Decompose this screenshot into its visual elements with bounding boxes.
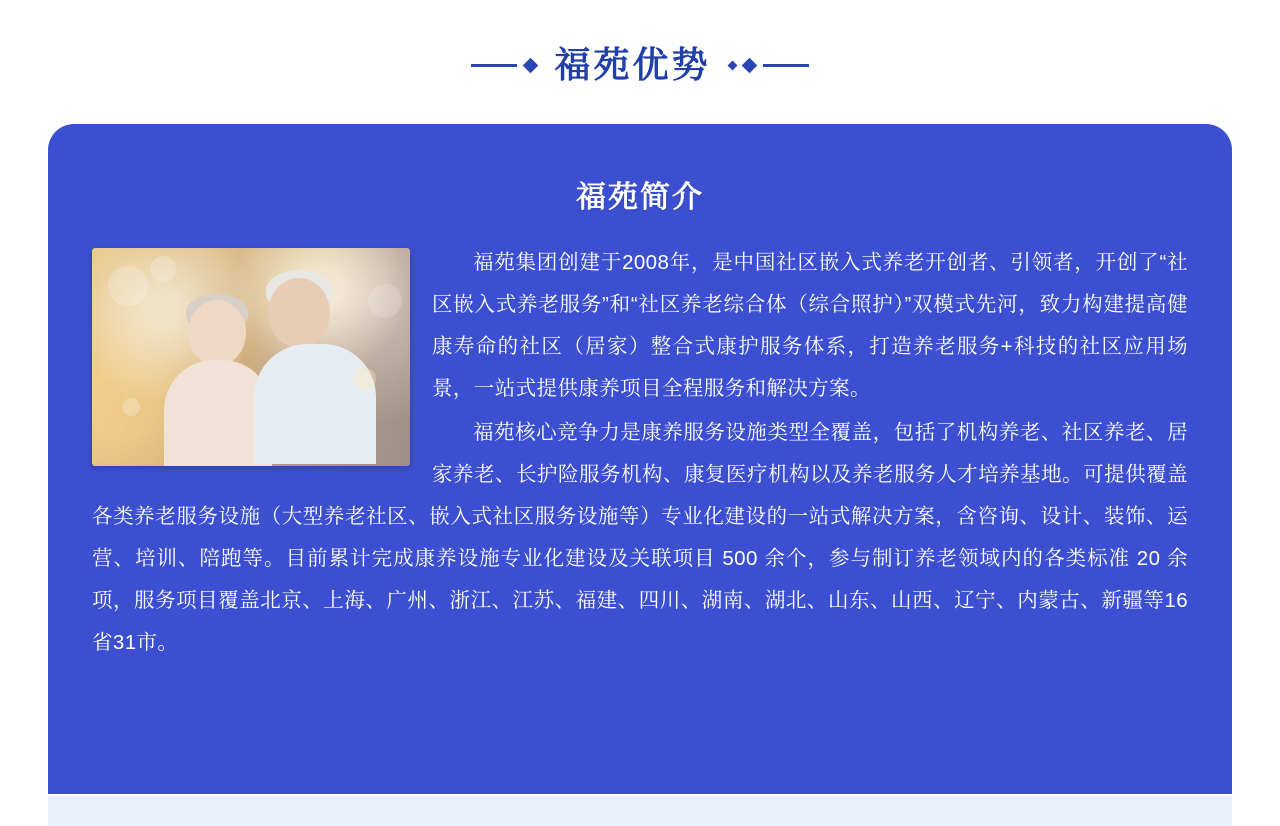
bokeh-icon — [368, 284, 402, 318]
intro-body — [92, 242, 1188, 664]
card-title: 福苑简介 — [576, 180, 704, 215]
bokeh-icon — [122, 398, 140, 416]
diamond-icon-right — [741, 58, 757, 74]
bokeh-icon — [150, 256, 176, 282]
figure-left-head — [188, 300, 246, 366]
diamond-icon-left — [523, 58, 539, 74]
title-row — [0, 22, 1280, 110]
intro-paragraph-2: 福苑核心竞争力是康养服务设施类型全覆盖，包括了机构养老、社区养老、居家养老、长护险服务机构、康复医疗机构以及养老服务人才培养基地。可提供覆盖各类养老服务设施（大型养老社区、嵌入式社区服务设施等）专业化建设的一站式解决方案，含咨询、设计、装饰、运营、培训、陪跑等。目前累计完成康养设施专业化建设及关联项目 500 余个，参与制订养老领域内的各类标准 20 余项，服务项目覆盖北京、上海、广州、浙江、江苏、福建、四川、湖南、湖北、山东、山西、辽宁、内蒙古、新疆等16省31市。 — [92, 421, 1188, 655]
elderly-couple-photo — [92, 248, 410, 466]
diamond-icon-right-small — [727, 61, 737, 71]
figure-right-body — [254, 344, 376, 464]
ornament-line-left — [471, 64, 517, 67]
left-ornament-icon — [471, 60, 536, 71]
intro-paragraph-1: 福苑集团创建于2008年，是中国社区嵌入式养老开创者、引领者，开创了“社区嵌入式养老服务”和“社区养老综合体（综合照护）”双模式先河，致力构建提高健康寿命的社区（居家）整合式康护服务体系，打造养老服务+科技的社区应用场景，一站式提供康养项目全程服务和解决方案。 — [432, 251, 1188, 401]
page-header — [0, 0, 1280, 141]
right-ornament-icon — [729, 60, 809, 71]
bokeh-icon — [108, 266, 148, 306]
figure-right-head — [268, 278, 330, 348]
ornament-line-right — [763, 64, 809, 67]
page-title: 福苑优势 — [554, 44, 711, 87]
bokeh-icon — [354, 368, 376, 390]
intro-card — [48, 124, 1232, 794]
bottom-strip — [48, 796, 1232, 826]
